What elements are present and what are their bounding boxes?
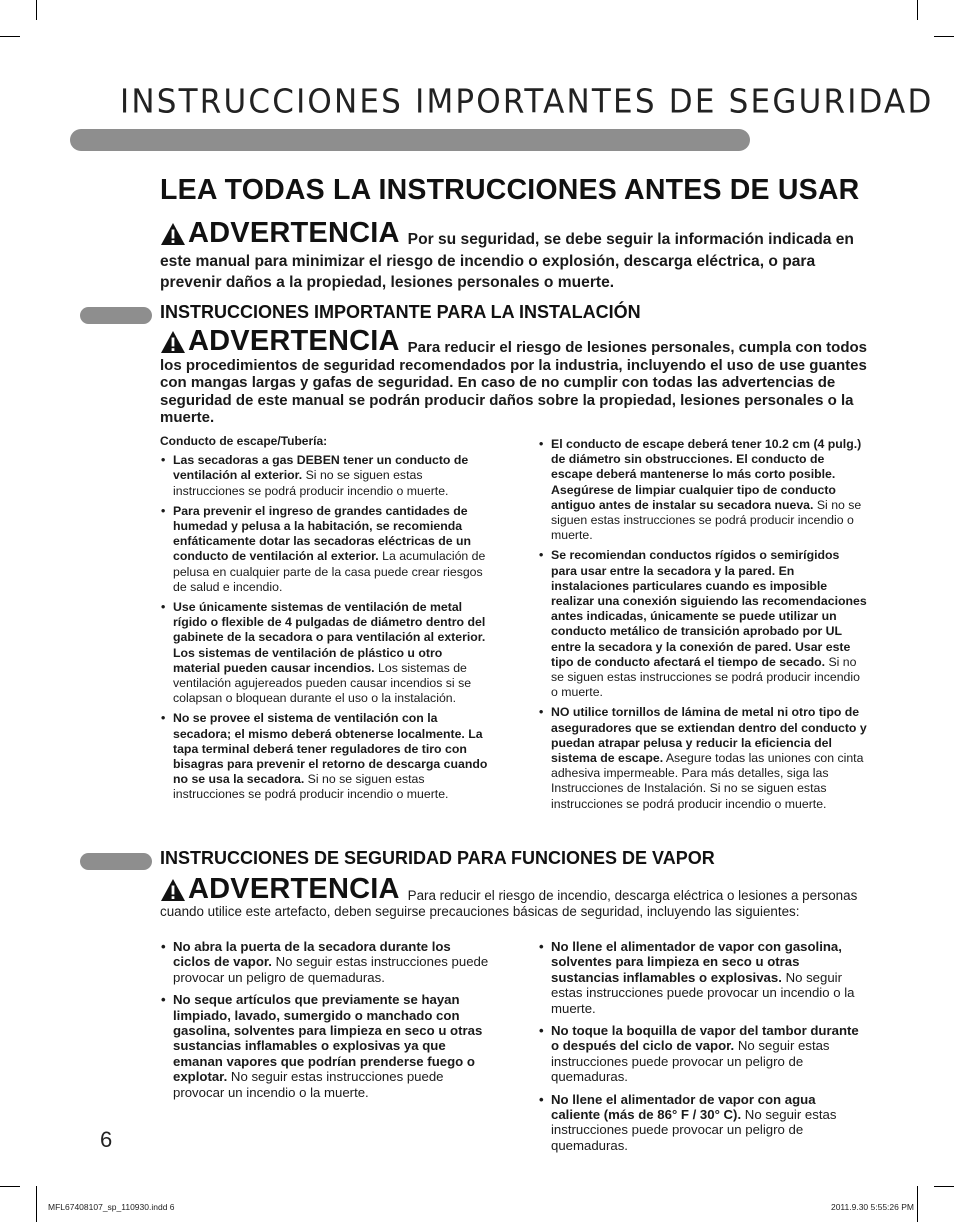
steam-warning-text: Para reducir el riesgo de incendio, descarga eléctrica o lesiones a personas cuando utilice este artefacto, deben seguirse precauciones básicas de seguridad, incluyendo las siguientes: bbox=[160, 888, 858, 919]
list-item: • No llene el alimentador de vapor con gasolina, solventes para limpieza en seco u otras sustancias inflamables o explosivas. No seguir estas instrucciones puede provocar un incendio o la muerte. bbox=[538, 939, 860, 1016]
list-item: • Las secadoras a gas DEBEN tener un conducto de ventilación al exterior. Si no se siguen estas instrucciones se podrá producir incendio o muerte. bbox=[160, 453, 488, 499]
list-item: • No abra la puerta de la secadora durante los ciclos de vapor. No seguir estas instrucciones puede provocar un peligro de quemaduras. bbox=[160, 939, 490, 985]
steam-left-list bbox=[160, 939, 490, 1100]
crop-mark bbox=[917, 0, 918, 20]
list-item: • Se recomiendan conductos rígidos o semirígidos para usar entre la secadora y la pared. En instalaciones particulares cuando es imposible realizar una conexión siguiendo las recomendaciones antes indicadas, únicamente se puede utilizar un conducto metálico de transición aprobado por UL entre la secadora y la conexión de pared. Usar este tipo de conducto afectará el tiempo de secado. Si no se siguen estas instrucciones se podrá producir incendio o muerte. bbox=[538, 548, 868, 700]
steam-right-list bbox=[538, 939, 860, 1153]
installation-warning bbox=[160, 325, 872, 427]
section-marker bbox=[80, 853, 152, 870]
warning-label bbox=[160, 325, 400, 358]
crop-mark bbox=[0, 36, 20, 37]
steam-right-column bbox=[538, 939, 860, 1160]
section-marker bbox=[80, 307, 152, 324]
page-number: 6 bbox=[100, 1127, 113, 1152]
warning-label bbox=[160, 217, 400, 250]
warning-triangle-icon bbox=[160, 878, 186, 902]
list-item: • Para prevenir el ingreso de grandes cantidades de humedad y pelusa a la habitación, se recomienda enfáticamente dotar las secadoras eléctricas de un conducto de ventilación al exterior. La acumulación de pelusa en cualquier parte de la casa puede crear riesgos de salud e incendio. bbox=[160, 504, 488, 595]
installation-heading: INSTRUCCIONES IMPORTANTE PARA LA INSTALACIÓN bbox=[160, 302, 641, 322]
warning-triangle-icon bbox=[160, 222, 186, 246]
installation-right-column bbox=[538, 437, 868, 817]
general-warning-text: Por su seguridad, se debe seguir la información indicada en este manual para minimizar el riesgo de incendio o explosión, descarga eléctrica, o para prevenir daños a la propiedad, lesiones personales o muerte. bbox=[160, 231, 854, 291]
list-item: • No toque la boquilla de vapor del tambor durante o después del ciclo de vapor. No seguir estas instrucciones puede provocar un peligro de quemaduras. bbox=[538, 1023, 860, 1085]
warning-word: ADVERTENCIA bbox=[188, 873, 400, 906]
main-heading: LEA TODAS LA INSTRUCCIONES ANTES DE USAR bbox=[160, 174, 860, 206]
installation-left-list bbox=[160, 453, 488, 802]
crop-mark bbox=[917, 1186, 918, 1222]
crop-mark bbox=[934, 36, 954, 37]
warning-label bbox=[160, 873, 400, 906]
installation-right-list bbox=[538, 437, 868, 812]
crop-mark bbox=[36, 0, 37, 20]
list-item: • Use únicamente sistemas de ventilación de metal rígido o flexible de 4 pulgadas de diámetro dentro del gabinete de la secadora o para ventilación al exterior. Los sistemas de ventilación de plástico u otro material pueden causar incendios. Los sistemas de ventilación agujereados pueden causar incendios si se colapsan o bloquean durante el uso o la instalación. bbox=[160, 600, 488, 706]
installation-warning-text: Para reducir el riesgo de lesiones personales, cumpla con todos los procedimientos de seguridad recomendados por la industria, incluyendo el uso de use guantes con mangas largas y gafas de seguridad. En caso de no cumplir con todas las advertencias de seguridad de este manual se podrán producir daños sobre la propiedad, lesiones personales o la muerte. bbox=[160, 339, 867, 427]
footer-file-info: MFL67408107_sp_110930.indd 6 bbox=[48, 1202, 175, 1212]
footer-timestamp: 2011.9.30 5:55:26 PM bbox=[830, 1202, 914, 1212]
general-warning bbox=[160, 217, 872, 294]
crop-mark bbox=[934, 1186, 954, 1187]
list-item: • No se provee el sistema de ventilación con la secadora; el mismo deberá obtenerse localmente. La tapa terminal deberá tener reguladores de tiro con bisagras para prevenir el retorno de descarga cuando no se usa la secadora. Si no se siguen estas instrucciones se podrá producir incendio o muerte. bbox=[160, 711, 488, 802]
list-item: • NO utilice tornillos de lámina de metal ni otro tipo de aseguradores que se extiendan dentro del conducto y puedan atrapar pelusa y reducir la eficiencia del sistema de escape. Asegure todas las uniones con cinta adhesiva impermeable. Para más detalles, siga las Instrucciones de Instalación. Si no se siguen estas instrucciones se podrá producir incendio o muerte. bbox=[538, 705, 868, 811]
steam-heading: INSTRUCCIONES DE SEGURIDAD PARA FUNCIONES DE VAPOR bbox=[160, 848, 715, 868]
list-item: • El conducto de escape deberá tener 10.2 cm (4 pulg.) de diámetro sin obstrucciones. El conducto de escape deberá mantenerse lo más corto posible. Asegúrese de limpiar cualquier tipo de conducto antiguo antes de instalar su secadora nueva. Si no se siguen estas instrucciones se podrá producir incendio o muerte. bbox=[538, 437, 868, 543]
warning-word: ADVERTENCIA bbox=[188, 325, 400, 358]
steam-warning bbox=[160, 873, 872, 919]
warning-word: ADVERTENCIA bbox=[188, 217, 400, 250]
steam-left-column bbox=[160, 939, 490, 1107]
crop-mark bbox=[0, 1186, 20, 1187]
subheading: Conducto de escape/Tubería: bbox=[160, 434, 328, 448]
title-bar bbox=[70, 129, 750, 151]
list-item: • No llene el alimentador de vapor con agua caliente (más de 86° F / 30° C). No seguir estas instrucciones puede provocar un peligro de quemaduras. bbox=[538, 1092, 860, 1154]
installation-left-column bbox=[160, 434, 488, 808]
list-item: • No seque artículos que previamente se hayan limpiado, lavado, sumergido o manchado con gasolina, solventes para limpieza en seco u otras sustancias inflamables o explosivas ya que emanan vapores que podrían prenderse fuego o explotar. No seguir estas instrucciones puede provocar un incendio o la muerte. bbox=[160, 992, 490, 1100]
page-title: INSTRUCCIONES IMPORTANTES DE SEGURIDAD bbox=[120, 83, 934, 121]
crop-mark bbox=[36, 1186, 37, 1222]
warning-triangle-icon bbox=[160, 330, 186, 354]
